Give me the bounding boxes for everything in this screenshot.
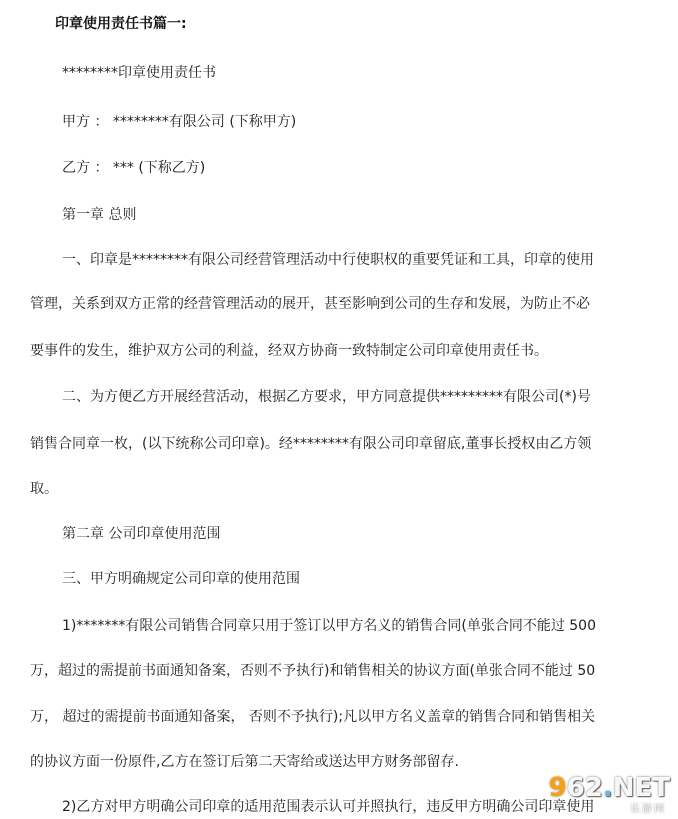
- paragraph-line: 三、甲方明确规定公司印章的使用范围: [62, 571, 300, 587]
- paragraph-line: 取。: [30, 481, 58, 497]
- paragraph-line: 要事件的发生，维护双方公司的利益，经双方协商一致特制定公司印章使用责任书。: [30, 343, 548, 359]
- paragraph-line: 2)乙方对甲方明确公司印章的适用范围表示认可并照执行，违反甲方明确公司印章使用: [62, 799, 595, 815]
- paragraph-line: 的协议方面一份原件,乙方在签订后第二天寄给或送达甲方财务部留存.: [30, 754, 459, 770]
- chapter-heading: 第二章 公司印章使用范围: [62, 526, 221, 542]
- paragraph-line: 销售合同章一枚，(以下统称公司印章)。经********有限公司印章留底,董事长授权由乙方领: [30, 436, 592, 452]
- paragraph-line: 一、印章是********有限公司经营管理活动中行使职权的重要凭证和工具，印章的使用: [62, 252, 594, 268]
- watermark-subtitle: 乐游网: [630, 804, 666, 815]
- watermark-logo: 962.NET: [548, 773, 670, 803]
- document-title: 印章使用责任书篇一:: [55, 16, 187, 32]
- paragraph-line: 1)*******有限公司销售合同章只用于签订以甲方名义的销售合同(单张合同不能过 500: [62, 618, 597, 634]
- paragraph-line: 管理，关系到双方正常的经营管理活动的展开，甚至影响到公司的生存和发展，为防止不必: [30, 296, 590, 312]
- paragraph-line: 甲方 ： ********有限公司 (下称甲方): [62, 114, 297, 130]
- paragraph-line: ********印章使用责任书: [62, 65, 216, 81]
- site-watermark: [522, 773, 670, 813]
- paragraph-line: 乙方 ： *** (下称乙方): [62, 160, 206, 176]
- paragraph-line: 二、为方便乙方开展经营活动，根据乙方要求，甲方同意提供*********有限公司(*)号: [62, 389, 591, 405]
- paragraph-line: 万， 超过的需提前书面通知备案， 否则不予执行);凡以甲方名义盖章的销售合同和销售相关: [30, 709, 596, 725]
- paragraph-line: 万，超过的需提前书面通知备案，否则不予执行)和销售相关的协议方面(单张合同不能过 50: [30, 663, 596, 679]
- chapter-heading: 第一章 总则: [62, 207, 137, 223]
